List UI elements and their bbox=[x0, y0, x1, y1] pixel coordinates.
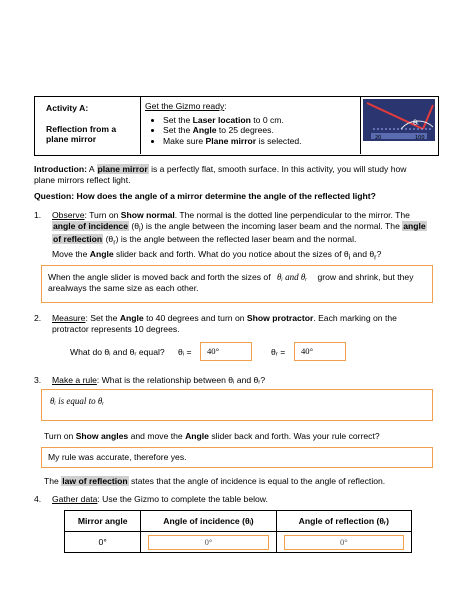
item-number: 1. bbox=[34, 210, 42, 220]
table-cell-input[interactable]: 0° bbox=[141, 532, 276, 553]
theta-r-input[interactable]: 40° bbox=[294, 342, 346, 361]
gizmo-thumbnail-cell bbox=[361, 97, 437, 154]
table-header: Angle of reflection (θᵣ) bbox=[276, 511, 411, 532]
law-of-reflection-statement: The law of reflection states that the angle of incidence is equal to the angle of reflection. bbox=[44, 476, 386, 486]
theta-r-label: θᵣ = bbox=[271, 347, 286, 357]
theta-i-label: θᵢ = bbox=[178, 347, 192, 357]
introduction-paragraph: Introduction: A plane mirror is a perfectly flat, smooth surface. In this activity, you will study how plane mirrors reflect light. bbox=[34, 164, 407, 185]
measure-prompt: What do θᵢ and θᵣ equal? bbox=[70, 347, 165, 357]
activity-label: Activity A: bbox=[46, 103, 89, 113]
svg-text:20: 20 bbox=[375, 135, 382, 141]
setup-item: • Make sure Plane mirror is selected. bbox=[163, 136, 360, 147]
table-header-row bbox=[65, 511, 412, 532]
item-number: 2. bbox=[34, 313, 42, 323]
table-row bbox=[65, 532, 412, 553]
gizmo-ready-cell bbox=[141, 97, 361, 154]
table-header: Mirror angle bbox=[65, 511, 141, 532]
setup-item: • Set the Angle to 25 degrees. bbox=[163, 125, 360, 136]
gather-data-prompt: Gather data: Use the Gizmo to complete the table below. bbox=[52, 494, 268, 504]
observe-prompt: Move the Angle slider back and forth. What do you notice about the sizes of $\theta_i$ and $\theta_r$? bbox=[52, 249, 382, 262]
theta-expression: θᵢ and θᵣ bbox=[277, 272, 308, 282]
question-heading: Question: How does the angle of a mirror determine the angle of the reflected light? bbox=[34, 191, 376, 201]
show-angles-prompt: Turn on Show angles and move the Angle slider back and forth. Was your rule correct? bbox=[44, 431, 380, 441]
activity-title-cell bbox=[35, 97, 141, 154]
item-number: 3. bbox=[34, 375, 42, 385]
activity-table bbox=[34, 96, 439, 156]
rule-check-answer-box[interactable]: My rule was accurate, therefore yes. bbox=[41, 447, 433, 468]
table-header: Angle of incidence (θᵢ) bbox=[141, 511, 276, 532]
data-table-wrapper bbox=[64, 510, 412, 553]
measure-paragraph: Measure: Set the Angle to 40 degrees and turn on Show protractor. Each marking on the protractor represents 10 degrees. bbox=[52, 313, 397, 334]
svg-text:θᵢ: θᵢ bbox=[413, 119, 419, 127]
gizmo-thumbnail-image bbox=[363, 99, 435, 141]
table-cell: 0° bbox=[65, 532, 141, 553]
mirror-diagram-icon bbox=[363, 99, 435, 141]
svg-text:100: 100 bbox=[415, 135, 425, 141]
observe-answer-box[interactable]: When the angle slider is moved back and forth the sizes of θᵢ and θᵣ grow and shrink, but they arealways the same size as each other. bbox=[41, 265, 433, 303]
theta-i-input[interactable]: 40° bbox=[200, 342, 252, 361]
gizmo-ready-heading: Get the Gizmo ready: bbox=[145, 101, 227, 111]
observe-paragraph: Observe: Turn on Show normal. The normal is the dotted line perpendicular to the mirror. The angle of incidence $(\theta_i)$ is the angle between the incoming laser beam and the normal. The angle of reflection $(\theta_r)$ is the angle between the reflected laser beam and the normal. bbox=[52, 210, 426, 248]
rule-prompt: Make a rule: What is the relationship between θᵢ and θᵣ? bbox=[52, 375, 266, 385]
setup-item: • Set the Laser location to 0 cm. bbox=[163, 115, 360, 126]
setup-list bbox=[145, 115, 360, 147]
rule-answer-box[interactable]: θᵢ is equal to θᵣ bbox=[41, 389, 433, 421]
activity-title-line1: Reflection from a bbox=[46, 123, 117, 134]
data-table bbox=[64, 510, 412, 553]
activity-title-line2: plane mirror bbox=[46, 134, 97, 145]
item-number: 4. bbox=[34, 494, 42, 504]
table-cell-input[interactable]: 0° bbox=[276, 532, 411, 553]
